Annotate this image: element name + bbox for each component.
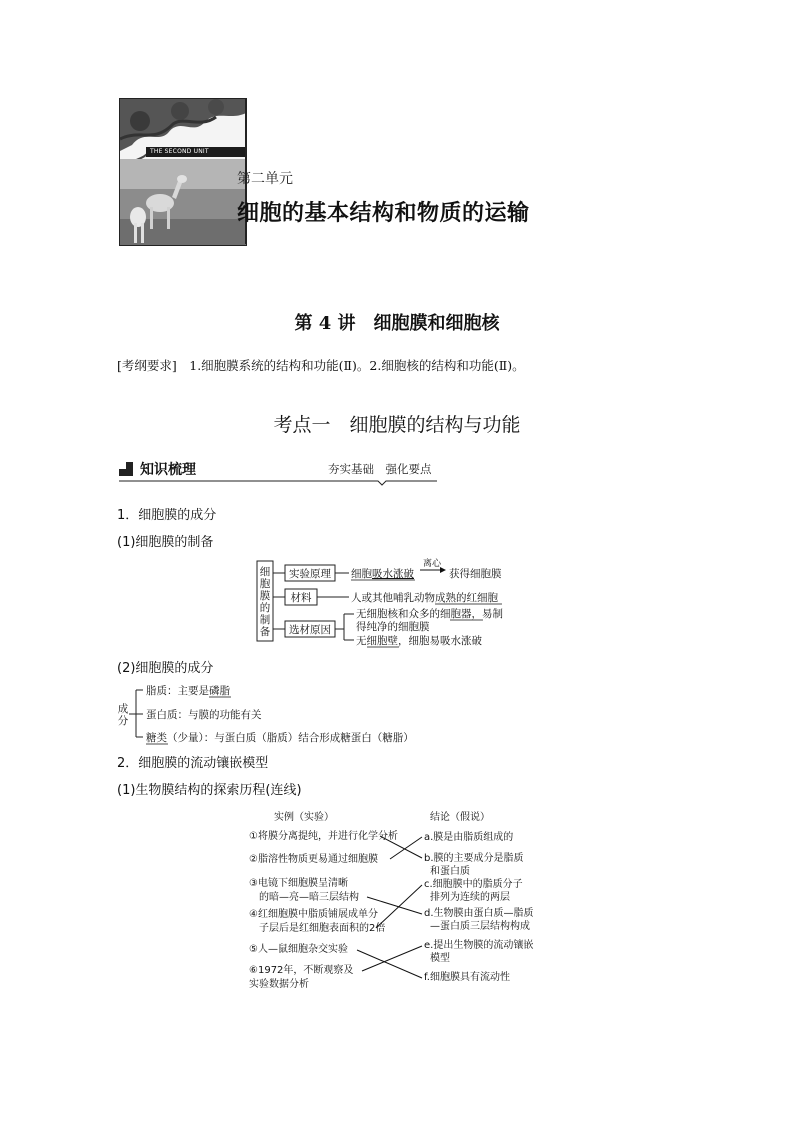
match-right-item: f.细胞膜具有流动性	[424, 972, 510, 983]
prep-root-char: 膜	[259, 590, 271, 602]
composition-lipid: 脂质：主要是磷脂	[146, 685, 230, 697]
match-left-item: ①将膜分离提纯，并进行化学分析	[249, 831, 398, 842]
match-left-item: ⑤人—鼠细胞杂交实验	[249, 944, 348, 955]
prep-b3-line2: 得纯净的细胞膜	[356, 621, 430, 633]
match-line	[362, 946, 422, 971]
syllabus-requirements: [考纲要求] 1.细胞膜系统的结构和功能(Ⅱ)。2.细胞核的结构和功能(Ⅱ)。	[117, 358, 525, 373]
prep-root-char: 制	[259, 614, 271, 626]
match-right-item: 排列为连续的两层	[430, 892, 510, 903]
match-right-header: 结论（假说）	[430, 812, 490, 823]
prep-root-char: 胞	[259, 578, 271, 590]
prep-b3-line1: 无细胞核和众多的细胞器，易制	[356, 608, 503, 620]
match-left-item: 实验数据分析	[249, 979, 309, 990]
match-left-item: ③电镜下细胞膜呈清晰	[249, 878, 348, 889]
match-left-item: 子层后是红细胞表面积的2倍	[259, 923, 386, 934]
point-title: 考点一 细胞膜的结构与功能	[273, 414, 521, 436]
unit-title: 细胞的基本结构和物质的运输	[237, 201, 530, 226]
match-right-item: e.提出生物膜的流动镶嵌	[424, 940, 534, 951]
match-left-header: 实例（实验）	[274, 812, 334, 823]
match-right-item: —蛋白质三层结构构成	[430, 921, 530, 932]
section-1-2-heading: (2)细胞膜的成分	[117, 661, 214, 676]
knowledge-bar-title: 知识梳理	[140, 462, 196, 478]
match-left-item: 的暗—亮—暗三层结构	[259, 892, 359, 903]
match-line	[357, 950, 422, 978]
match-right-item: 模型	[430, 953, 450, 964]
match-right-item: b.膜的主要成分是脂质	[424, 853, 524, 864]
centrifuge-label: 离心	[422, 559, 442, 569]
composition-sugar: 糖类（少量）：与蛋白质（脂质）结合形成糖蛋白（糖脂）	[146, 732, 414, 744]
prep-root-char: 备	[259, 626, 271, 638]
match-left-item: ⑥1972年，不断观察及	[249, 965, 354, 976]
prep-b1-text: 细胞吸水涨破	[351, 568, 414, 580]
unit-number: 第二单元	[237, 171, 293, 187]
prep-b3-line3: 无细胞壁，细胞易吸水涨破	[356, 635, 482, 647]
prep-b1-result: 获得细胞膜	[449, 568, 502, 580]
prep-branch-label: 选材原因	[289, 624, 331, 636]
prep-branch-label: 实验原理	[289, 568, 331, 580]
section-1-heading: 1．细胞膜的成分	[117, 508, 217, 523]
composition-root-char: 分	[117, 715, 129, 727]
section-2-heading: 2．细胞膜的流动镶嵌模型	[117, 756, 269, 771]
composition-protein: 蛋白质：与膜的功能有关	[146, 709, 262, 721]
match-left-item: ②脂溶性物质更易通过细胞膜	[249, 854, 378, 865]
prep-root-char: 细	[259, 566, 271, 578]
prep-root-char: 的	[259, 602, 271, 614]
section-1-1-heading: (1)细胞膜的制备	[117, 535, 214, 550]
prep-branch-label: 材料	[290, 592, 312, 604]
match-left-item: ④红细胞膜中脂质铺展成单分	[249, 909, 378, 920]
composition-root-char: 成	[117, 703, 129, 715]
match-right-item: c.细胞膜中的脂质分子	[424, 879, 523, 890]
match-right-item: 和蛋白质	[430, 866, 470, 877]
match-right-item: a.膜是由脂质组成的	[424, 832, 514, 843]
section-2-1-heading: (1)生物膜结构的探索历程(连线)	[117, 783, 302, 798]
match-line	[380, 836, 422, 858]
prep-b2-text: 人或其他哺乳动物成熟的红细胞	[351, 592, 498, 604]
lecture-title: 第 4 讲 细胞膜和细胞核	[294, 313, 500, 334]
match-right-item: d.生物膜由蛋白质—脂质	[424, 908, 534, 919]
knowledge-bar-subtitle: 夯实基础 强化要点	[328, 462, 432, 476]
match-line	[376, 885, 422, 928]
image-label: THE SECOND UNIT	[146, 147, 246, 157]
